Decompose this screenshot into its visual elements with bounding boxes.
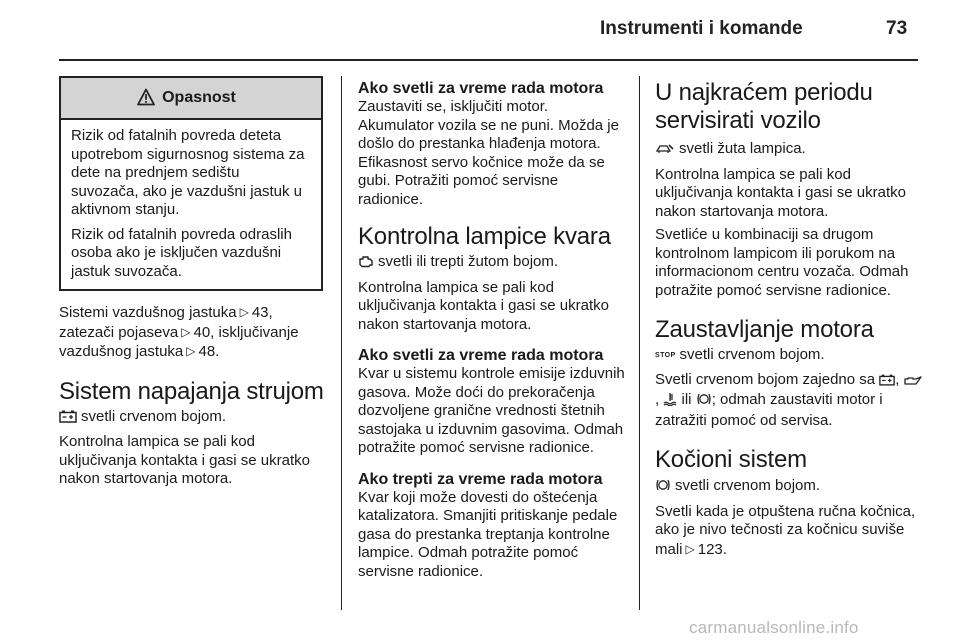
airbag-text-part: Sistemi vazdušnog jastuka — [59, 304, 237, 321]
stop-text — [655, 371, 923, 431]
column-divider-1 — [341, 76, 342, 610]
service-status-text: svetli žuta lampica. — [679, 140, 806, 157]
power-text: Kontrolna lampica se pali kod uključivanja kontakta i gasi se ukratko nakon startovanja motora. — [59, 433, 310, 487]
subheading-lit-while-running: Ako svetli za vreme rada motora — [358, 347, 604, 364]
service-text-1: Kontrolna lampica se pali kod uključivanja kontakta i gasi se ukratko nakon startovanja motora. — [655, 165, 906, 220]
column-2 — [358, 79, 626, 586]
brakes-status — [655, 477, 923, 498]
page-reference-arrow-icon: ▷ — [239, 305, 249, 319]
column-1 — [59, 76, 327, 494]
stop-text-part: ; odmah zaustaviti motor i zatražiti pomoć od servisa. — [655, 391, 883, 429]
service-wrench-car-icon — [655, 142, 675, 161]
stop-status-text: svetli crvenom bojom. — [679, 346, 825, 363]
page-ref: 43, — [251, 304, 273, 321]
warning-body — [61, 120, 321, 289]
brakes-status-text: svetli crvenom bojom. — [675, 477, 821, 494]
section-heading-service: U najkraćem periodu servisirati vozilo — [655, 79, 873, 134]
page-ref: 48. — [198, 343, 220, 360]
page-number: 73 — [886, 18, 908, 39]
page-reference-arrow-icon: ▷ — [685, 541, 695, 556]
header-title: Instrumenti i komande — [600, 18, 803, 39]
column-divider-2 — [639, 76, 640, 610]
brakes-text — [655, 503, 923, 560]
service-text-2: Svetliće u kombinaciji sa drugom kontrolnom lampicom ili porukom na informacionom centru vozača. Odmah potražite pomoć servisne radionice. — [655, 226, 909, 299]
section-heading-stop: Zaustavljanje motora — [655, 316, 874, 343]
page-header — [0, 0, 960, 60]
danger-warning-box — [59, 76, 323, 291]
column-3 — [655, 79, 923, 564]
warning-paragraph: Rizik od fatalnih povreda deteta upotrebom sigurnosnog sistema za dete na prednjem sedištu suvozača, ako je vazdušni jastuk u aktivnom stanju. — [71, 127, 305, 218]
oil-can-icon — [904, 373, 922, 392]
malfunction-text: Kontrolna lampica se pali kod uključivanja kontakta i gasi se ukratko nakon startovanja motora. — [358, 278, 609, 333]
battery-icon — [59, 410, 77, 429]
lit-while-running-text: Kvar u sistemu kontrole emisije izduvnih gasova. Može doći do prekoračenja dozvoljene granične vrednosti štetnih sastojaka u izduvnim gasovima. Odmah potražite pomoć servisne radionice. — [358, 365, 625, 456]
subheading-flashing-while-running: Ako trepti za vreme rada motora — [358, 470, 603, 488]
brake-circle-icon — [696, 392, 712, 412]
page-reference-arrow-icon: ▷ — [186, 344, 196, 358]
service-status — [655, 140, 923, 161]
stop-status — [655, 346, 923, 366]
watermark: carmanualsonline.info — [689, 618, 859, 637]
stop-text-part: , — [655, 391, 660, 408]
engine-icon — [358, 255, 374, 274]
warning-heading — [61, 78, 321, 120]
warning-paragraph: Rizik od fatalnih povreda odraslih osoba ako je isključen vazdušni jastuk suvozača. — [71, 225, 292, 280]
power-status — [59, 408, 327, 429]
page-ref: 123. — [697, 540, 727, 558]
battery-icon — [879, 373, 895, 392]
page-ref: 40, isključivanje vazdušnog jastuka — [59, 323, 299, 360]
flashing-while-running-text: Kvar koji može dovesti do oštećenja katalizatora. Smanjiti pritiskanje pedale gasa do prestanka treptanja kontrolne lampice. Odmah potražite pomoć servisne radionice. — [358, 488, 618, 580]
airbag-paragraph — [59, 303, 327, 362]
subheading-engine-running: Ako svetli za vreme rada motora — [358, 80, 604, 97]
stop-text-part: Svetli crvenom bojom zajedno sa — [655, 370, 876, 388]
page-reference-arrow-icon: ▷ — [181, 324, 191, 339]
stop-text-part: , — [895, 370, 900, 388]
stop-text-part: ili — [681, 391, 692, 408]
airbag-text-part: zatezači pojaseva — [59, 323, 179, 341]
malfunction-status — [358, 253, 626, 274]
section-heading-malfunction: Kontrolna lampice kvara — [358, 223, 611, 250]
coolant-temperature-icon — [663, 392, 677, 412]
header-divider — [59, 59, 918, 61]
warning-heading-label: Opasnost — [162, 89, 236, 106]
brake-circle-icon — [655, 478, 671, 498]
stop-icon: STOP — [655, 352, 676, 359]
malfunction-status-text: svetli ili trepti žutom bojom. — [378, 253, 559, 270]
brakes-text-body: Svetli kada je otpuštena ručna kočnica, ako je nivo tečnosti za kočnicu suviše mali — [655, 502, 916, 558]
section-heading-brakes: Kočioni sistem — [655, 446, 807, 473]
engine-running-text: Zaustaviti se, isključiti motor. Akumulator vozila se ne puni. Možda je došlo do prestanka hlađenja motora. Efikasnost servo kočnice može da se gubi. Potražiti pomoć servisne radionice. — [358, 98, 619, 208]
power-status-text: svetli crvenom bojom. — [81, 407, 227, 425]
section-heading-power: Sistem napajanja strujom — [59, 377, 324, 405]
